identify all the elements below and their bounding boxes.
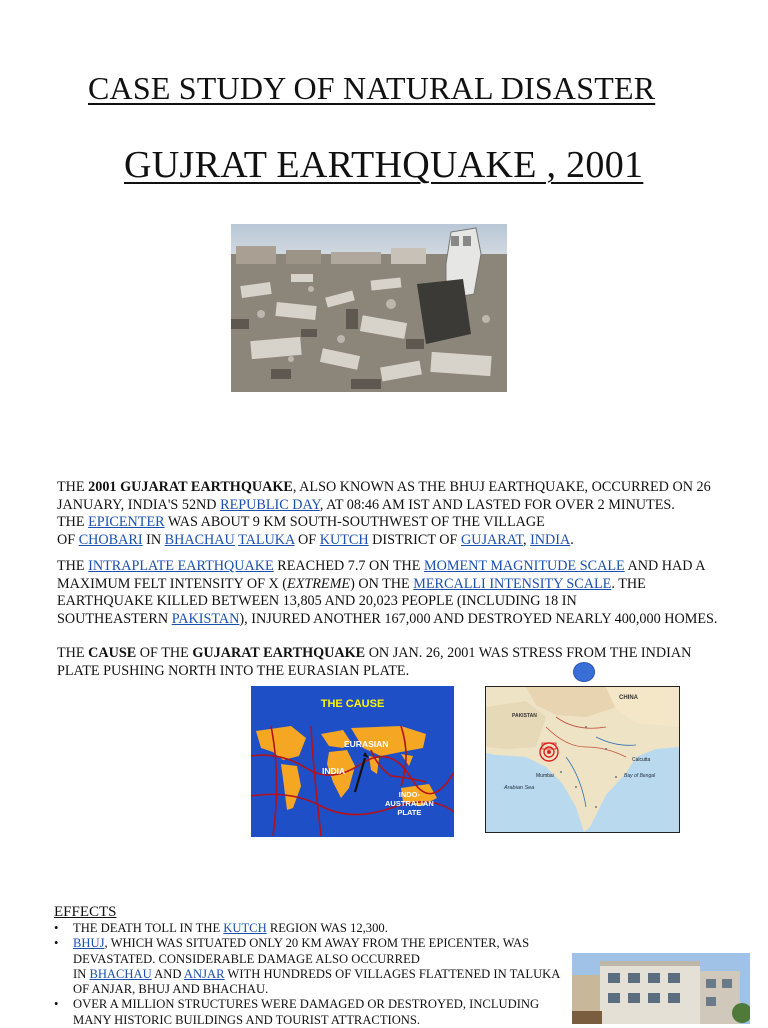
- link-india[interactable]: INDIA: [530, 531, 571, 548]
- arabian-sea-label: Arabian Sea: [504, 785, 535, 791]
- text: THE: [57, 645, 89, 661]
- text: . THE: [611, 575, 646, 592]
- pakistan-label: PAKISTAN: [512, 713, 537, 719]
- link-bhuj[interactable]: BHUJ: [73, 936, 105, 951]
- effects-list: [54, 921, 574, 1028]
- link-bhachau-effects[interactable]: BHACHAU: [89, 966, 152, 981]
- earthquake-rubble-photo: [231, 224, 507, 392]
- list-item: [54, 921, 574, 936]
- case-study-title: CASE STUDY OF NATURAL DISASTER: [88, 70, 656, 106]
- bullet: •: [54, 997, 59, 1012]
- text: THE: [57, 514, 89, 530]
- cause-map-title: THE CAUSE: [320, 698, 385, 710]
- plate-label-line: PLATE: [397, 808, 422, 817]
- intro-paragraph: [57, 479, 737, 549]
- page-title: GUJRAT EARTHQUAKE , 2001: [124, 144, 644, 186]
- link-bhachau[interactable]: BHACHAU: [164, 531, 235, 548]
- kolkata-label: Calcutta: [632, 757, 651, 763]
- text: , AT 08:46 AM IST AND LASTED FOR OVER 2 MINUTES.: [319, 496, 675, 513]
- tectonic-plates-map: [251, 686, 454, 837]
- link-gujarat[interactable]: GUJARAT: [460, 531, 523, 548]
- australian-label-line: AUSTRALIAN: [385, 799, 434, 808]
- list-item: [54, 936, 574, 997]
- bullet: •: [54, 921, 59, 935]
- list-item: [54, 997, 574, 1028]
- damaged-building-photo: [572, 953, 750, 1024]
- eurasian-label: EURASIAN: [344, 739, 389, 749]
- mumbai-label: Mumbai: [536, 773, 554, 779]
- link-chobari[interactable]: CHOBARI: [78, 531, 143, 548]
- link-moment-magnitude-scale[interactable]: MOMENT MAGNITUDE SCALE: [423, 558, 625, 574]
- india-epicenter-map: [485, 686, 680, 833]
- effects-heading: EFFECTS: [54, 904, 117, 920]
- bold-text: GUJARAT EARTHQUAKE: [192, 645, 366, 661]
- text: ON JAN. 26, 2001 WAS STRESS FROM THE INDIAN: [365, 645, 692, 661]
- text: OF: [57, 531, 79, 548]
- link-mercalli-intensity-scale[interactable]: MERCALLI INTENSITY SCALE: [413, 575, 612, 592]
- text-line: EARTHQUAKE KILLED BETWEEN 13,805 AND 20,023 PEOPLE (INCLUDING 18 IN: [57, 593, 577, 609]
- link-taluka[interactable]: TALUKA: [238, 531, 295, 548]
- text-line: PLATE PUSHING NORTH INTO THE EURASIAN PLATE.: [57, 662, 410, 679]
- indo-label-line: INDO-: [398, 790, 420, 799]
- blue-circle-marker: [573, 662, 595, 682]
- cause-paragraph: [57, 645, 737, 680]
- text: MANY HISTORIC BUILDINGS AND TOURIST ATTRACTIONS.: [73, 1012, 421, 1027]
- text: DISTRICT OF: [368, 531, 461, 548]
- text: SOUTHEASTERN: [57, 610, 172, 627]
- text: OVER A MILLION STRUCTURES WERE DAMAGED OR DESTROYED, INCLUDING: [73, 997, 540, 1012]
- text: ,: [522, 531, 531, 548]
- magnitude-paragraph: [57, 558, 737, 628]
- text: IN: [142, 531, 165, 548]
- link-kutch[interactable]: KUTCH: [319, 531, 369, 548]
- link-epicenter[interactable]: EPICENTER: [88, 514, 165, 530]
- text: OF: [294, 531, 320, 548]
- text: AND HAD A: [624, 558, 706, 574]
- text: REGION WAS 12,300.: [266, 921, 388, 935]
- text: AND: [151, 966, 184, 981]
- text: IN: [73, 966, 90, 981]
- text: MAXIMUM FELT INTENSITY OF X (: [57, 575, 288, 592]
- text: , WHICH WAS SITUATED ONLY 20 KM AWAY FROM THE EPICENTER, WAS: [104, 936, 530, 951]
- china-label: CHINA: [619, 695, 638, 701]
- text: OF THE: [136, 645, 193, 661]
- bay-of-bengal-label: Bay of Bengal: [624, 773, 656, 779]
- link-pakistan[interactable]: PAKISTAN: [171, 610, 240, 627]
- italic-text: EXTREME: [287, 575, 351, 592]
- india-label: INDIA: [322, 766, 346, 776]
- text: WITH HUNDREDS OF VILLAGES FLATTENED IN TALUKA: [224, 966, 561, 981]
- effects-list-container: [54, 921, 574, 1028]
- link-intraplate-earthquake[interactable]: INTRAPLATE EARTHQUAKE: [88, 558, 274, 574]
- text: DEVASTATED. CONSIDERABLE DAMAGE ALSO OCCURRED: [73, 951, 420, 966]
- text: ), INJURED ANOTHER 167,000 AND DESTROYED NEARLY 400,000 HOMES.: [239, 610, 718, 627]
- bold-text: CAUSE: [88, 645, 137, 661]
- text: OF ANJAR, BHUJ AND BHACHAU.: [73, 982, 269, 997]
- text: ) ON THE: [350, 575, 414, 592]
- bullet: •: [54, 936, 59, 951]
- text: REACHED 7.7 ON THE: [273, 558, 424, 574]
- text: .: [570, 531, 574, 548]
- link-kutch-effects[interactable]: KUTCH: [223, 921, 267, 935]
- text: WAS ABOUT 9 KM SOUTH-SOUTHWEST OF THE VILLAGE: [164, 514, 545, 530]
- text: THE: [57, 479, 89, 495]
- text: , ALSO KNOWN AS THE BHUJ EARTHQUAKE, OCCURRED ON 26: [292, 479, 711, 495]
- link-republic-day[interactable]: REPUBLIC DAY: [220, 496, 320, 513]
- link-anjar[interactable]: ANJAR: [183, 966, 225, 981]
- bold-text: 2001 GUJARAT EARTHQUAKE: [88, 479, 293, 495]
- text: THE: [57, 558, 89, 574]
- indo-australian-label: [385, 790, 434, 817]
- text: THE DEATH TOLL IN THE: [73, 921, 224, 935]
- text: JANUARY, INDIA'S 52ND: [57, 496, 221, 513]
